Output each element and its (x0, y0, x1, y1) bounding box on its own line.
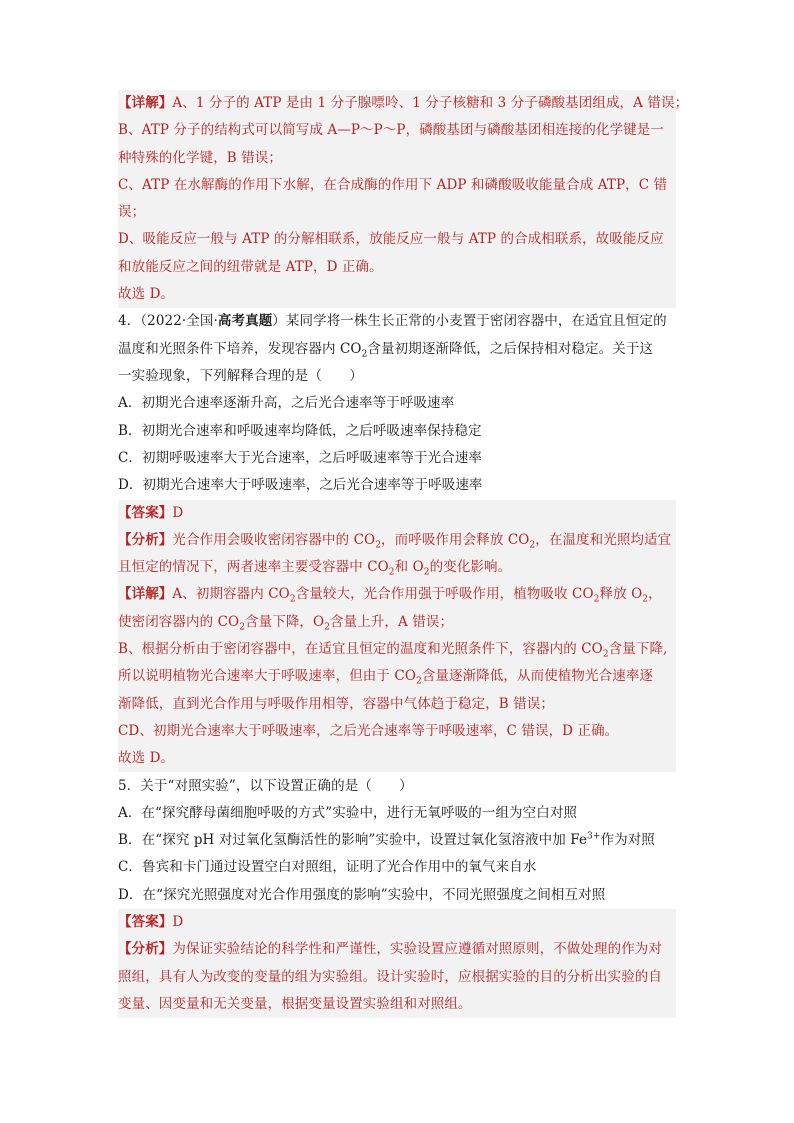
q5-analysis-line-1: 【分析】为保证实验结论的科学性和严谨性，实验设置应遵循对照原则，不做处理的作为对 (118, 941, 663, 958)
q4-option-d: D．初期光合速率大于呼吸速率，之后光合速率等于呼吸速率 (118, 477, 483, 494)
q5-answer: 【答案】D (118, 914, 184, 930)
q4-conclusion: 故选 D。 (118, 750, 175, 767)
q3-detail-line-4: C、ATP 在水解酶的作用下水解，在合成酶的作用下 ADP 和磷酸吸收能量合成 ATP，C 错 (118, 176, 668, 193)
q5-option-b: B．在“探究 pH 对过氧化氢酶活性的影响”实验中，设置过氧化氢溶液中加 $Fe^{3+}$作为对照 (118, 831, 655, 849)
q5-analysis-line-3: 变量、因变量和无关变量，根据变量设置实验组和对照组。 (118, 995, 472, 1012)
q4-option-a: A．初期光合速率逐渐升高，之后光合速率等于呼吸速率 (118, 395, 455, 412)
q5-stem: 5．关于“对照实验”，以下设置正确的是（ ） (118, 777, 413, 794)
q4-solution-block (118, 500, 676, 773)
q4-analysis-line-1: 【分析】光合作用会吸收密闭容器中的 $CO_2$，而呼吸作用会释放 $CO_2$，在温度和光照均适宜 (118, 531, 672, 551)
q3-detail-line-5: 误； (118, 204, 146, 221)
q4-detail-line-4: 所以说明植物光合速率大于呼吸速率，但由于 $CO_2$含量逐渐降低，从而使植物光合速率逐 (118, 668, 654, 687)
q5-option-a: A．在“探究酵母菌细胞呼吸的方式”实验中，进行无氧呼吸的一组为空白对照 (118, 804, 578, 821)
q5-option-d: D．在“探究光照强度对光合作用强度的影响”实验中，不同光照强度之间相互对照 (118, 886, 606, 903)
q4-stem-line-2: 温度和光照条件下培养，发现容器内 $CO_2$含量初期逐渐降低，之后保持相对稳定。关于这 (118, 340, 654, 360)
q4-answer: 【答案】D (118, 504, 184, 521)
q5-analysis-line-2: 照组，具有人为改变的变量的组为实验组。设计实验时，应根据实验的目的分析出实验的自 (118, 968, 662, 985)
q4-option-b: B．初期光合速率和呼吸速率均降低，之后呼吸速率保持稳定 (118, 422, 482, 439)
q4-detail-line-2: 使密闭容器内的 $CO_2$含量下降，$O_2$含量上升，A 错误； (118, 613, 454, 633)
q4-stem-line-1: 4．（2022·全国·高考真题）某同学将一株生长正常的小麦置于密闭容器中，在适宜且恒定的 (118, 313, 667, 330)
q4-analysis-line-2: 且恒定的情况下，两者速率主要受容器中 $CO_2$和 $O_2$的变化影响。 (118, 559, 512, 578)
q4-stem-line-3: 一实验现象，下列解释合理的是（ ） (118, 367, 363, 384)
q4-option-c: C．初期呼吸速率大于光合速率，之后呼吸速率等于光合速率 (118, 449, 483, 466)
q3-conclusion: 故选 D。 (118, 286, 175, 303)
q3-detail-line-6: D、吸能反应一般与 ATP 的分解相联系，放能反应一般与 ATP 的合成相联系，故吸能反应 (118, 231, 664, 248)
q4-detail-line-3: B、根据分析由于密闭容器中，在适宜且恒定的温度和光照条件下，容器内的 $CO_2$含量下降, (118, 640, 668, 660)
q3-detail-line-1: 【详解】A、1 分子的 ATP 是由 1 分子腺嘌呤、1 分子核糖和 3 分子磷酸基团组成，A 错误； (118, 95, 689, 111)
q3-detail-line-3: 种特殊的化学键，B 错误； (118, 149, 283, 166)
q3-detail-line-2: B、ATP 分子的结构式可以简写成 A—P～P～P，磷酸基团与磷酸基团相连接的化学键是一 (118, 122, 665, 139)
q4-detail-line-5: 渐降低，直到光合作用与呼吸作用相等，容器中气体趋于稳定，B 错误； (118, 695, 555, 712)
q3-detail-line-7: 和放能反应之间的纽带就是 ATP，D 正确。 (118, 258, 383, 275)
q5-question (118, 773, 676, 909)
q4-detail-line-6: CD、初期光合速率大于呼吸速率，之后光合速率等于呼吸速率，C 错误，D 正确。 (118, 722, 619, 739)
q3-detail-block (118, 90, 689, 308)
q5-solution-block (118, 909, 676, 1018)
q4-detail-line-1: 【详解】A、初期容器内 $CO_2$含量较大，光合作用强于呼吸作用，植物吸收 $CO_2$释放 $O_2$， (118, 586, 662, 606)
q4-question (118, 308, 676, 499)
q5-option-c: C．鲁宾和卡门通过设置空白对照组，证明了光合作用中的氧气来自水 (118, 859, 537, 876)
